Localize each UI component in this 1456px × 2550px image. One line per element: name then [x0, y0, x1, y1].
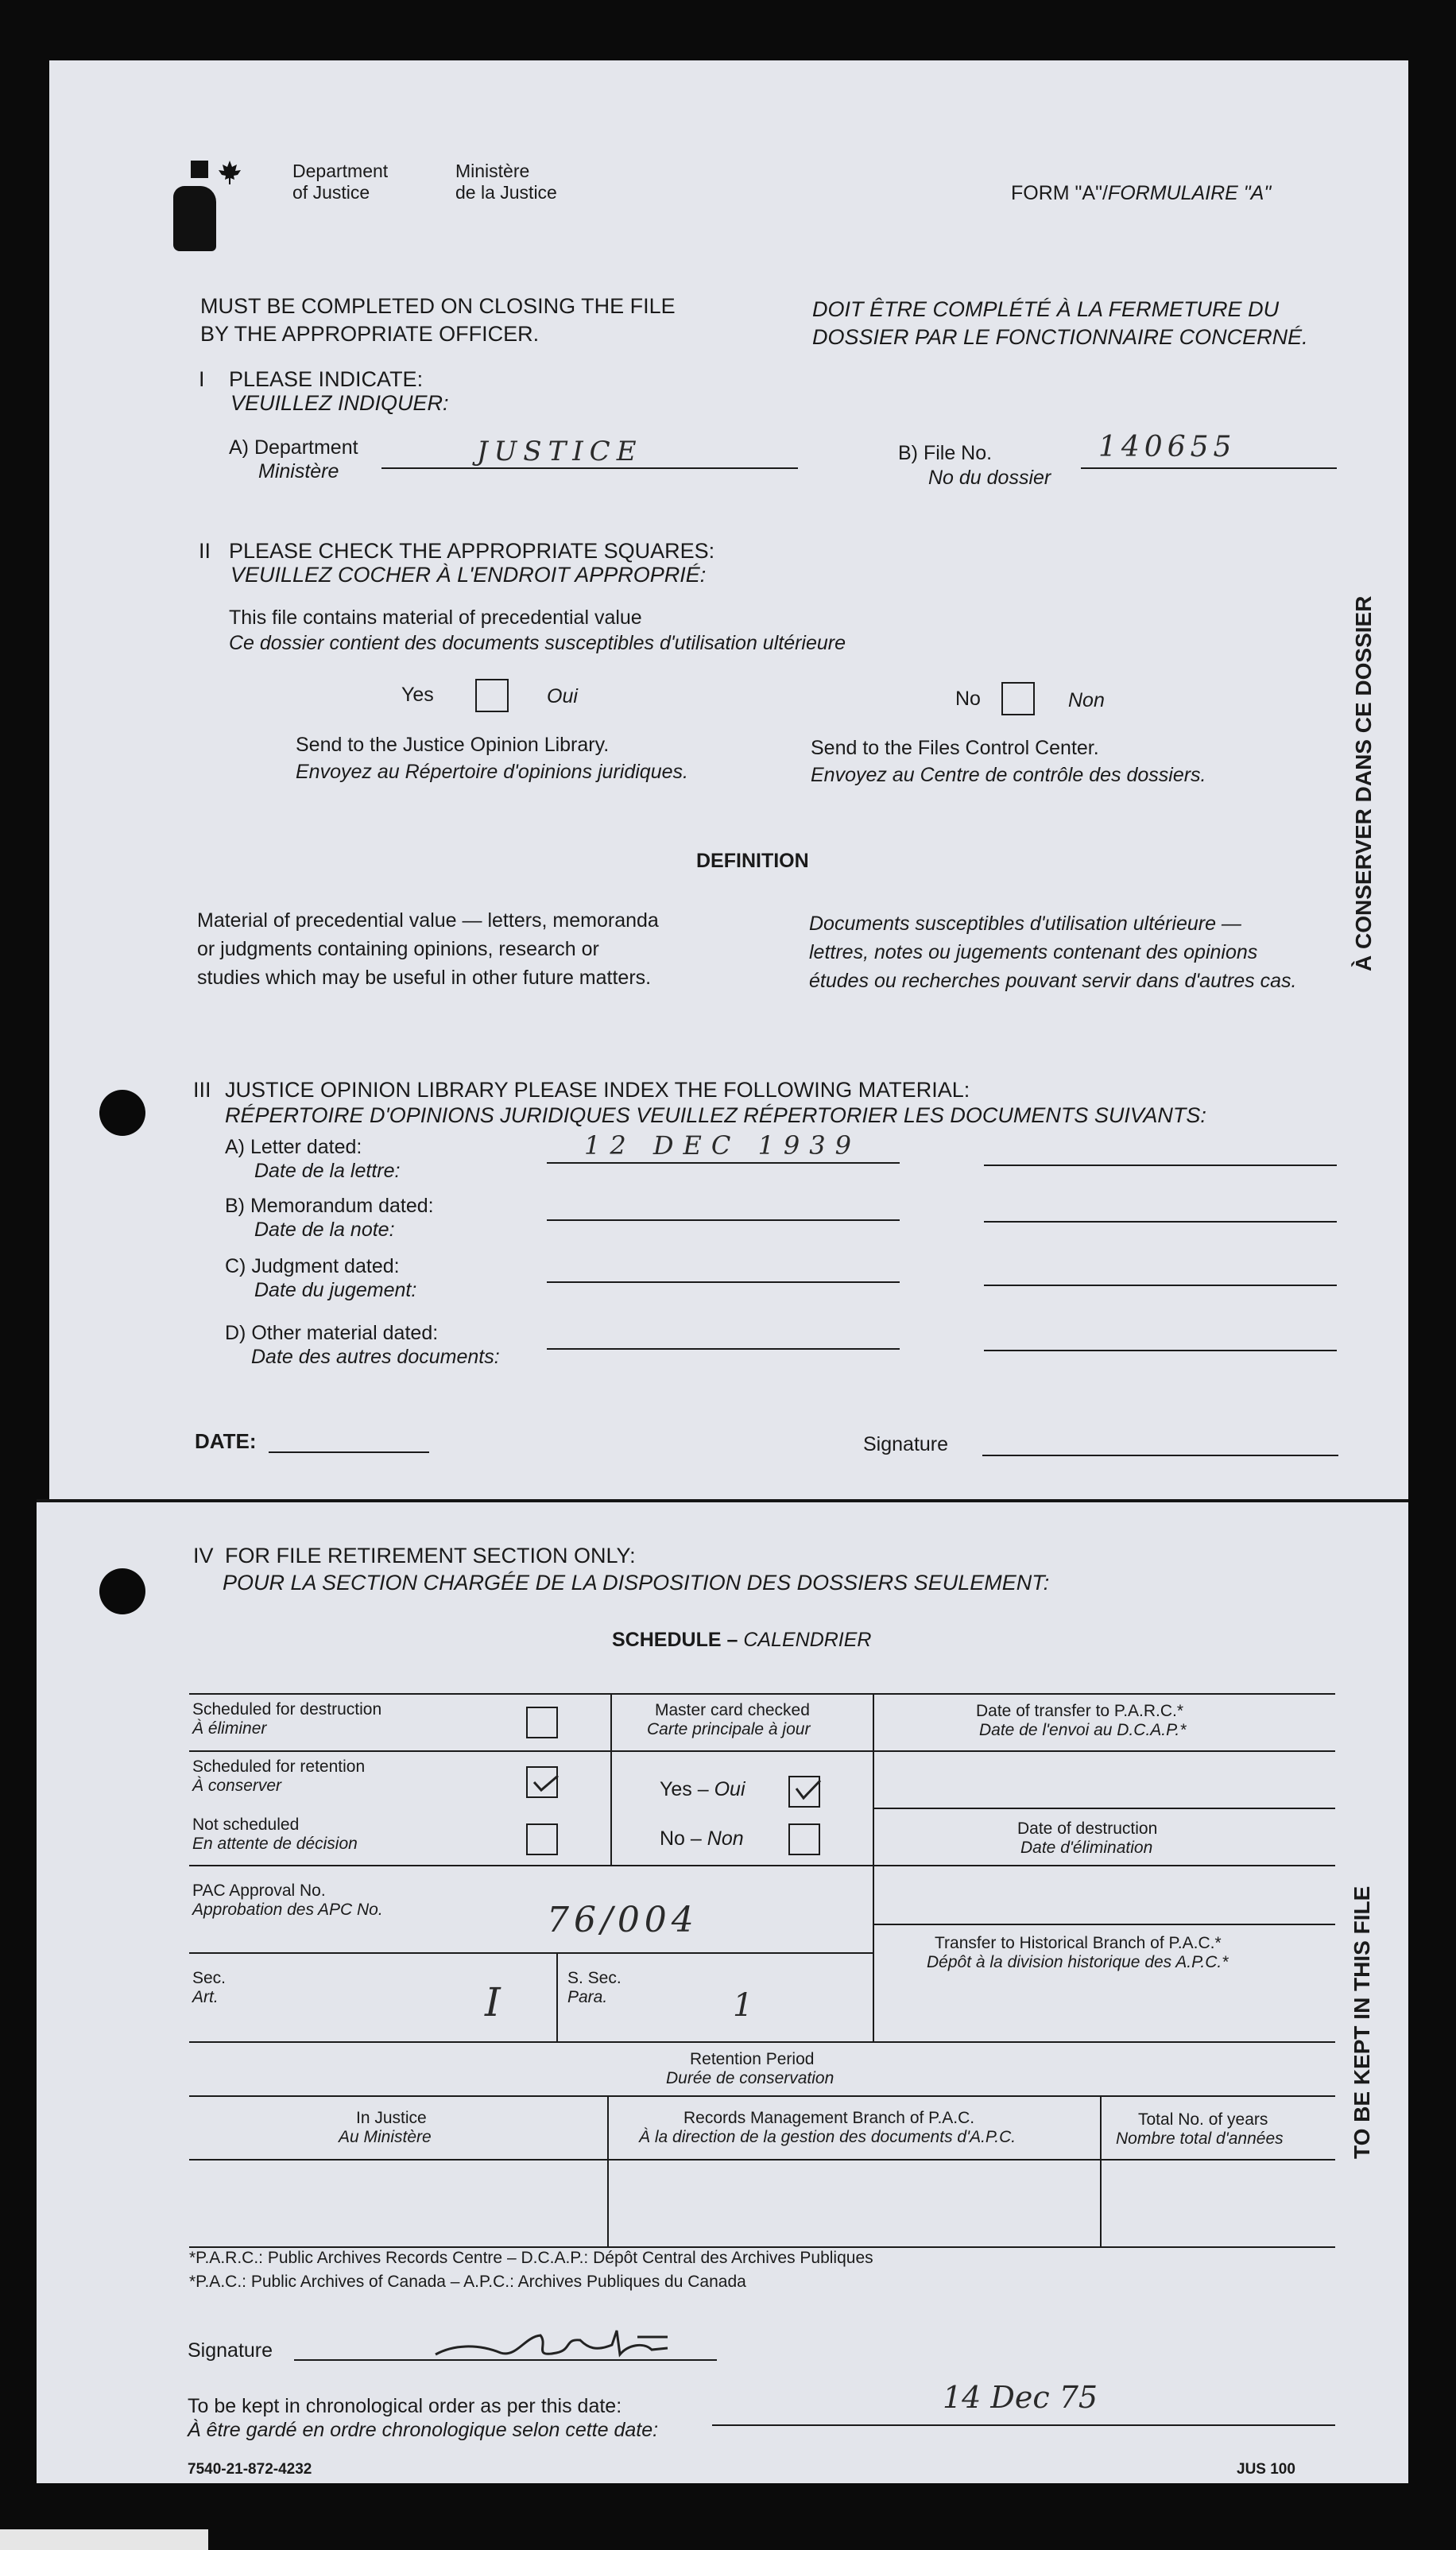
other-line-1: [547, 1348, 900, 1350]
master-yes-checkbox[interactable]: [788, 1776, 820, 1808]
historical-transfer-label-fr: Dépôt à la division historique des A.P.C.*: [927, 1953, 1229, 1971]
dept-en: Department of Justice: [292, 161, 389, 203]
page-divider: [37, 1499, 1408, 1502]
punch-hole-bottom: [99, 1568, 145, 1614]
no-label: No: [955, 688, 981, 710]
send-no: Send to the Files Control Center.: [811, 737, 1099, 759]
dept-fr: Ministère de la Justice: [455, 161, 557, 203]
footnote-parc: *P.A.R.C.: Public Archives Records Centre – D.C.A.P.: Dépôt Central des Archives Publiques: [189, 2249, 873, 2267]
table-line: [873, 1693, 874, 2041]
transfer-date-label-fr: Date de l'envoi au D.C.A.P.*: [979, 1721, 1187, 1739]
file-underline: [1081, 467, 1337, 469]
section4-title: FOR FILE RETIREMENT SECTION ONLY:: [225, 1544, 636, 1568]
section1-numeral: I: [199, 367, 205, 391]
send-yes-fr: Envoyez au Répertoire d'opinions juridiques.: [296, 761, 688, 783]
canada-logo: [167, 157, 254, 253]
destruction-date-label-fr: Date d'élimination: [1020, 1839, 1153, 1857]
letter-dated: A) Letter dated:: [225, 1136, 362, 1158]
dept-label: A) Department: [229, 436, 358, 459]
sec-label: Sec.: [192, 1969, 227, 1987]
table-line: [189, 2159, 1335, 2161]
not-scheduled-label-fr: En attente de décision: [192, 1835, 358, 1853]
section4-numeral: IV: [193, 1544, 214, 1568]
table-line: [607, 2095, 609, 2246]
section3-title: JUSTICE OPINION LIBRARY PLEASE INDEX THE FOLLOWING MATERIAL:: [225, 1078, 970, 1102]
total-years-label: Total No. of years: [1138, 2110, 1268, 2129]
ssec-label-fr: Para.: [567, 1988, 608, 2006]
handwritten-signature: [429, 2321, 715, 2369]
section4-title-fr: POUR LA SECTION CHARGÉE DE LA DISPOSITION DES DOSSIERS SEULEMENT:: [223, 1571, 1050, 1595]
file-label-fr: No du dossier: [928, 467, 1051, 489]
signature-label-3: Signature: [863, 1433, 949, 1455]
retention-label: Scheduled for retention: [192, 1757, 366, 1776]
maple-leaf-icon: [216, 159, 243, 186]
checkmark-icon: [793, 1774, 822, 1803]
precedential-question-fr: Ce dossier contient des documents susceptibles d'utilisation ultérieure: [229, 632, 846, 654]
yes-checkbox[interactable]: [475, 679, 509, 712]
keep-date-value[interactable]: 14 Dec 75: [943, 2380, 1098, 2415]
table-line: [1100, 2095, 1102, 2246]
table-line: [189, 2095, 1335, 2097]
section1-title-fr: VEUILLEZ INDIQUER:: [230, 391, 449, 415]
file-label: B) File No.: [898, 442, 993, 464]
table-line: [873, 1808, 1335, 1809]
judgment-dated-fr: Date du jugement:: [254, 1279, 417, 1301]
definition-en: Material of precedential value — letters, memoranda or judgments containing opinions, research or studies which may be useful in other future matters.: [197, 909, 659, 989]
other-dated-fr: Date des autres documents:: [251, 1346, 500, 1368]
table-line: [189, 1750, 1335, 1752]
total-years-label-fr: Nombre total d'années: [1116, 2130, 1284, 2148]
master-no-checkbox[interactable]: [788, 1823, 820, 1855]
checkmark-icon: [531, 1766, 560, 1795]
pac-value[interactable]: 76/004: [547, 1900, 699, 1940]
table-line: [556, 1952, 558, 2041]
table-line: [189, 1952, 873, 1954]
ssec-label: S. Sec.: [567, 1969, 622, 1987]
retention-label-fr: À conserver: [192, 1777, 282, 1795]
not-scheduled-label: Not scheduled: [192, 1816, 300, 1834]
table-line: [189, 1693, 1335, 1695]
rmb-label-fr: À la direction de la gestion des documents d'A.P.C.: [639, 2128, 1016, 2146]
historical-transfer-label: Transfer to Historical Branch of P.A.C.*: [935, 1934, 1222, 1952]
no-checkbox[interactable]: [1001, 682, 1035, 715]
schedule-title: SCHEDULE – CALENDRIER: [612, 1629, 872, 1651]
judgment-line-1: [547, 1281, 900, 1283]
definition-fr: Documents susceptibles d'utilisation ultérieure — lettres, notes ou jugements contenant des opinions études ou recherches pouvant servir dans d'autres cas.: [809, 913, 1297, 992]
side-text-keep-fr: À CONSERVER DANS CE DOSSIER: [1351, 595, 1376, 971]
dept-label-fr: Ministère: [258, 460, 339, 482]
retention-period-label-fr: Durée de conservation: [666, 2069, 834, 2087]
destruction-label: Scheduled for destruction: [192, 1700, 382, 1719]
form-number: 7540-21-872-4232: [188, 2461, 312, 2478]
keep-date-line: [712, 2424, 1335, 2426]
section2-title-fr: VEUILLEZ COCHER À L'ENDROIT APPROPRIÉ:: [230, 563, 707, 587]
keep-order-label: To be kept in chronological order as per this date:: [188, 2395, 622, 2417]
other-dated: D) Other material dated:: [225, 1322, 439, 1344]
letter-dated-fr: Date de la lettre:: [254, 1160, 401, 1182]
send-no-fr: Envoyez au Centre de contrôle des dossiers.: [811, 764, 1206, 786]
yes-label-fr: Oui: [547, 685, 578, 707]
letter-date-value[interactable]: 12 DEC 1939: [584, 1130, 861, 1161]
table-line: [610, 1693, 612, 1865]
file-value[interactable]: 140655: [1098, 431, 1237, 463]
sec-label-fr: Art.: [192, 1988, 219, 2006]
not-scheduled-checkbox[interactable]: [526, 1823, 558, 1855]
destruction-label-fr: À éliminer: [192, 1719, 267, 1738]
keep-order-label-fr: À être gardé en ordre chronologique selon cette date:: [188, 2419, 659, 2441]
yes-label: Yes: [401, 684, 434, 706]
memo-line-1: [547, 1219, 900, 1221]
destruction-date-label: Date of destruction: [1017, 1819, 1158, 1838]
retention-period-label: Retention Period: [690, 2050, 815, 2068]
section1-title: PLEASE INDICATE:: [229, 367, 424, 391]
letter-line-1: [547, 1162, 900, 1164]
table-line: [189, 1865, 1335, 1866]
pac-label-fr: Approbation des APC No.: [192, 1901, 383, 1919]
no-label-fr: Non: [1068, 689, 1105, 711]
signature-label-4: Signature: [188, 2339, 273, 2362]
destruction-checkbox[interactable]: [526, 1707, 558, 1738]
pac-label: PAC Approval No.: [192, 1881, 326, 1900]
punch-hole-top: [99, 1090, 145, 1136]
footnote-pac: *P.A.C.: Public Archives of Canada – A.P.C.: Archives Publiques du Canada: [189, 2273, 746, 2291]
date-line: [269, 1451, 429, 1453]
letter-line-2: [984, 1165, 1337, 1166]
master-no-label: No – Non: [660, 1827, 744, 1850]
precedential-question: This file contains material of precedential value: [229, 606, 642, 629]
section3-numeral: III: [193, 1078, 211, 1102]
retention-checkbox[interactable]: [526, 1766, 558, 1798]
dept-underline: [381, 467, 798, 469]
section2-title: PLEASE CHECK THE APPROPRIATE SQUARES:: [229, 539, 715, 563]
rmb-label: Records Management Branch of P.A.C.: [683, 2109, 975, 2127]
table-line: [873, 1924, 1335, 1925]
master-card-label: Master card checked: [655, 1701, 810, 1719]
ssec-value[interactable]: 1: [733, 1987, 753, 2024]
memo-line-2: [984, 1221, 1337, 1223]
jus-number: JUS 100: [1237, 2461, 1295, 2478]
table-line: [189, 2041, 1335, 2043]
send-yes: Send to the Justice Opinion Library.: [296, 734, 610, 756]
in-justice-label-fr: Au Ministère: [339, 2128, 432, 2146]
sec-value[interactable]: I: [485, 1979, 501, 2025]
in-justice-label: In Justice: [356, 2109, 427, 2127]
memo-dated-fr: Date de la note:: [254, 1219, 395, 1241]
intro-en: MUST BE COMPLETED ON CLOSING THE FILE BY THE APPROPRIATE OFFICER.: [200, 294, 676, 346]
memo-dated: B) Memorandum dated:: [225, 1195, 434, 1217]
signature-line-3: [982, 1455, 1338, 1456]
section3-title-fr: RÉPERTOIRE D'OPINIONS JURIDIQUES VEUILLEZ RÉPERTORIER LES DOCUMENTS SUIVANTS:: [225, 1103, 1206, 1127]
intro-fr: DOIT ÊTRE COMPLÉTÉ À LA FERMETURE DU DOSSIER PAR LE FONCTIONNAIRE CONCERNÉ.: [812, 297, 1308, 349]
judgment-line-2: [984, 1285, 1337, 1286]
master-yes-label: Yes – Oui: [660, 1778, 745, 1800]
judgment-dated: C) Judgment dated:: [225, 1255, 400, 1277]
side-text-keep-en: TO BE KEPT IN THIS FILE: [1350, 1885, 1374, 2159]
corner-tab: [0, 2529, 208, 2550]
other-line-2: [984, 1350, 1337, 1351]
transfer-date-label: Date of transfer to P.A.R.C.*: [976, 1702, 1184, 1720]
date-label: DATE:: [195, 1429, 257, 1453]
dept-value[interactable]: JUSTICE: [477, 436, 643, 467]
form-label: FORM "A"/FORMULAIRE "A": [1011, 182, 1272, 204]
definition-title: DEFINITION: [696, 850, 809, 872]
master-card-label-fr: Carte principale à jour: [647, 1720, 811, 1738]
section2-numeral: II: [199, 539, 211, 563]
